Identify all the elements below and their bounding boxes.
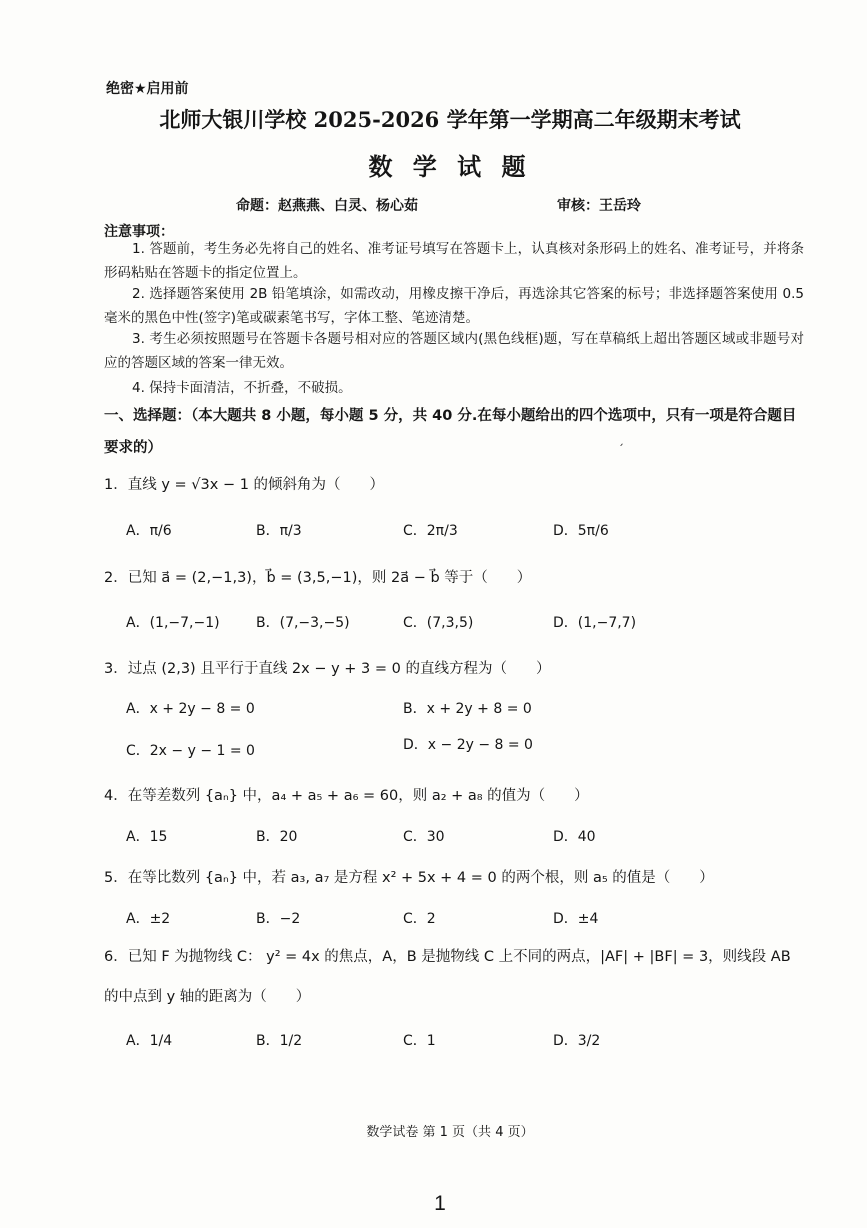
question-5-stem: 5．在等比数列 {aₙ} 中，若 a₃, a₇ 是方程 x² + 5x + 4 = 0 的两个根，则 a₅ 的值是（ ） <box>104 870 714 886</box>
question-1-option-c: C．2π/3 <box>403 523 458 539</box>
notice-title: 注意事项： <box>104 224 174 240</box>
question-2-stem: 2．已知 a⃗ = (2,−1,3)，b⃗ = (3,5,−1)，则 2a⃗ − b⃗ 等于（ ） <box>104 570 532 586</box>
question-1-stem: 1．直线 y = √3x − 1 的倾斜角为（ ） <box>104 477 385 493</box>
question-6-option-a: A．1/4 <box>126 1033 173 1049</box>
notice-item-1: 1. 答题前，考生务必先将自己的姓名、准考证号填写在答题卡上，认真核对条形码上的姓名、准考证号，并将条形码粘贴在答题卡的指定位置上。 <box>104 241 804 281</box>
school-exam-title: 北师大银川学校 2025-2026 学年第一学期高二年级期末考试 <box>159 107 741 132</box>
question-2-option-a: A．(1,−7,−1) <box>126 615 220 631</box>
question-1-option-a: A．π/6 <box>126 523 172 539</box>
question-4-option-a: A．15 <box>126 829 168 845</box>
page-number: 1 <box>434 1192 446 1215</box>
subject-title: 数 学 试 题 <box>368 152 532 181</box>
question-5-option-c: C．2 <box>403 911 436 927</box>
question-3-option-c: C．2x − y − 1 = 0 <box>126 743 255 759</box>
question-4-option-c: C．30 <box>403 829 445 845</box>
question-6-option-b: B．1/2 <box>256 1033 303 1049</box>
question-5-option-b: B．−2 <box>256 911 301 927</box>
question-4-option-d: D．40 <box>553 829 596 845</box>
question-2-option-b: B．(7,−3,−5) <box>256 615 350 631</box>
question-6-option-c: C．1 <box>403 1033 436 1049</box>
question-2-option-c: C．(7,3,5) <box>403 615 474 631</box>
question-1-option-b: B．π/3 <box>256 523 302 539</box>
question-3-option-a: A．x + 2y − 8 = 0 <box>126 701 255 717</box>
question-3-option-d: D．x − 2y − 8 = 0 <box>403 737 533 753</box>
pen-mark: ˏ <box>618 432 624 446</box>
question-1-option-d: D．5π/6 <box>553 523 609 539</box>
author-credits: 命题：赵燕燕、白灵、杨心茹 <box>236 198 418 214</box>
question-5-option-d: D．±4 <box>553 911 599 927</box>
question-4-stem: 4．在等差数列 {aₙ} 中，a₄ + a₅ + a₆ = 60，则 a₂ + a₈ 的值为（ ） <box>104 788 589 804</box>
question-2-option-d: D．(1,−7,7) <box>553 615 637 631</box>
section-heading-choice: 一、选择题：（本大题共 8 小题，每小题 5 分，共 40 分.在每小题给出的四个选项中，只有一项是符合题目要求的） <box>104 408 797 456</box>
confidential-label: 绝密★启用前 <box>106 81 189 97</box>
reviewer-credits: 审核：王岳玲 <box>557 198 641 214</box>
question-6-stem: 6．已知 F 为抛物线 C： y² = 4x 的焦点，A，B 是抛物线 C 上不同的两点，|AF| + |BF| = 3，则线段 AB 的中点到 y 轴的距离为（ ） <box>104 949 791 1005</box>
question-6-option-d: D．3/2 <box>553 1033 601 1049</box>
question-4-option-b: B．20 <box>256 829 298 845</box>
question-3-option-b: B．x + 2y + 8 = 0 <box>403 701 532 717</box>
notice-item-3: 3. 考生必须按照题号在答题卡各题号相对应的答题区域内(黑色线框)题，写在草稿纸上超出答题区域或非题号对应的答题区域的答案一律无效。 <box>104 331 804 371</box>
question-5-option-a: A．±2 <box>126 911 171 927</box>
notice-item-4: 4. 保持卡面清洁，不折叠，不破损。 <box>132 380 352 396</box>
notice-item-2: 2. 选择题答案使用 2B 铅笔填涂，如需改动，用橡皮擦干净后，再选涂其它答案的标号；非选择题答案使用 0.5 毫米的黑色中性(签字)笔或碳素笔书写，字体工整、笔迹清楚。 <box>104 286 804 326</box>
question-3-stem: 3．过点 (2,3) 且平行于直线 2x − y + 3 = 0 的直线方程为（ ） <box>104 661 551 677</box>
page-footer-label: 数学试卷 第 1 页（共 4 页） <box>366 1125 534 1140</box>
